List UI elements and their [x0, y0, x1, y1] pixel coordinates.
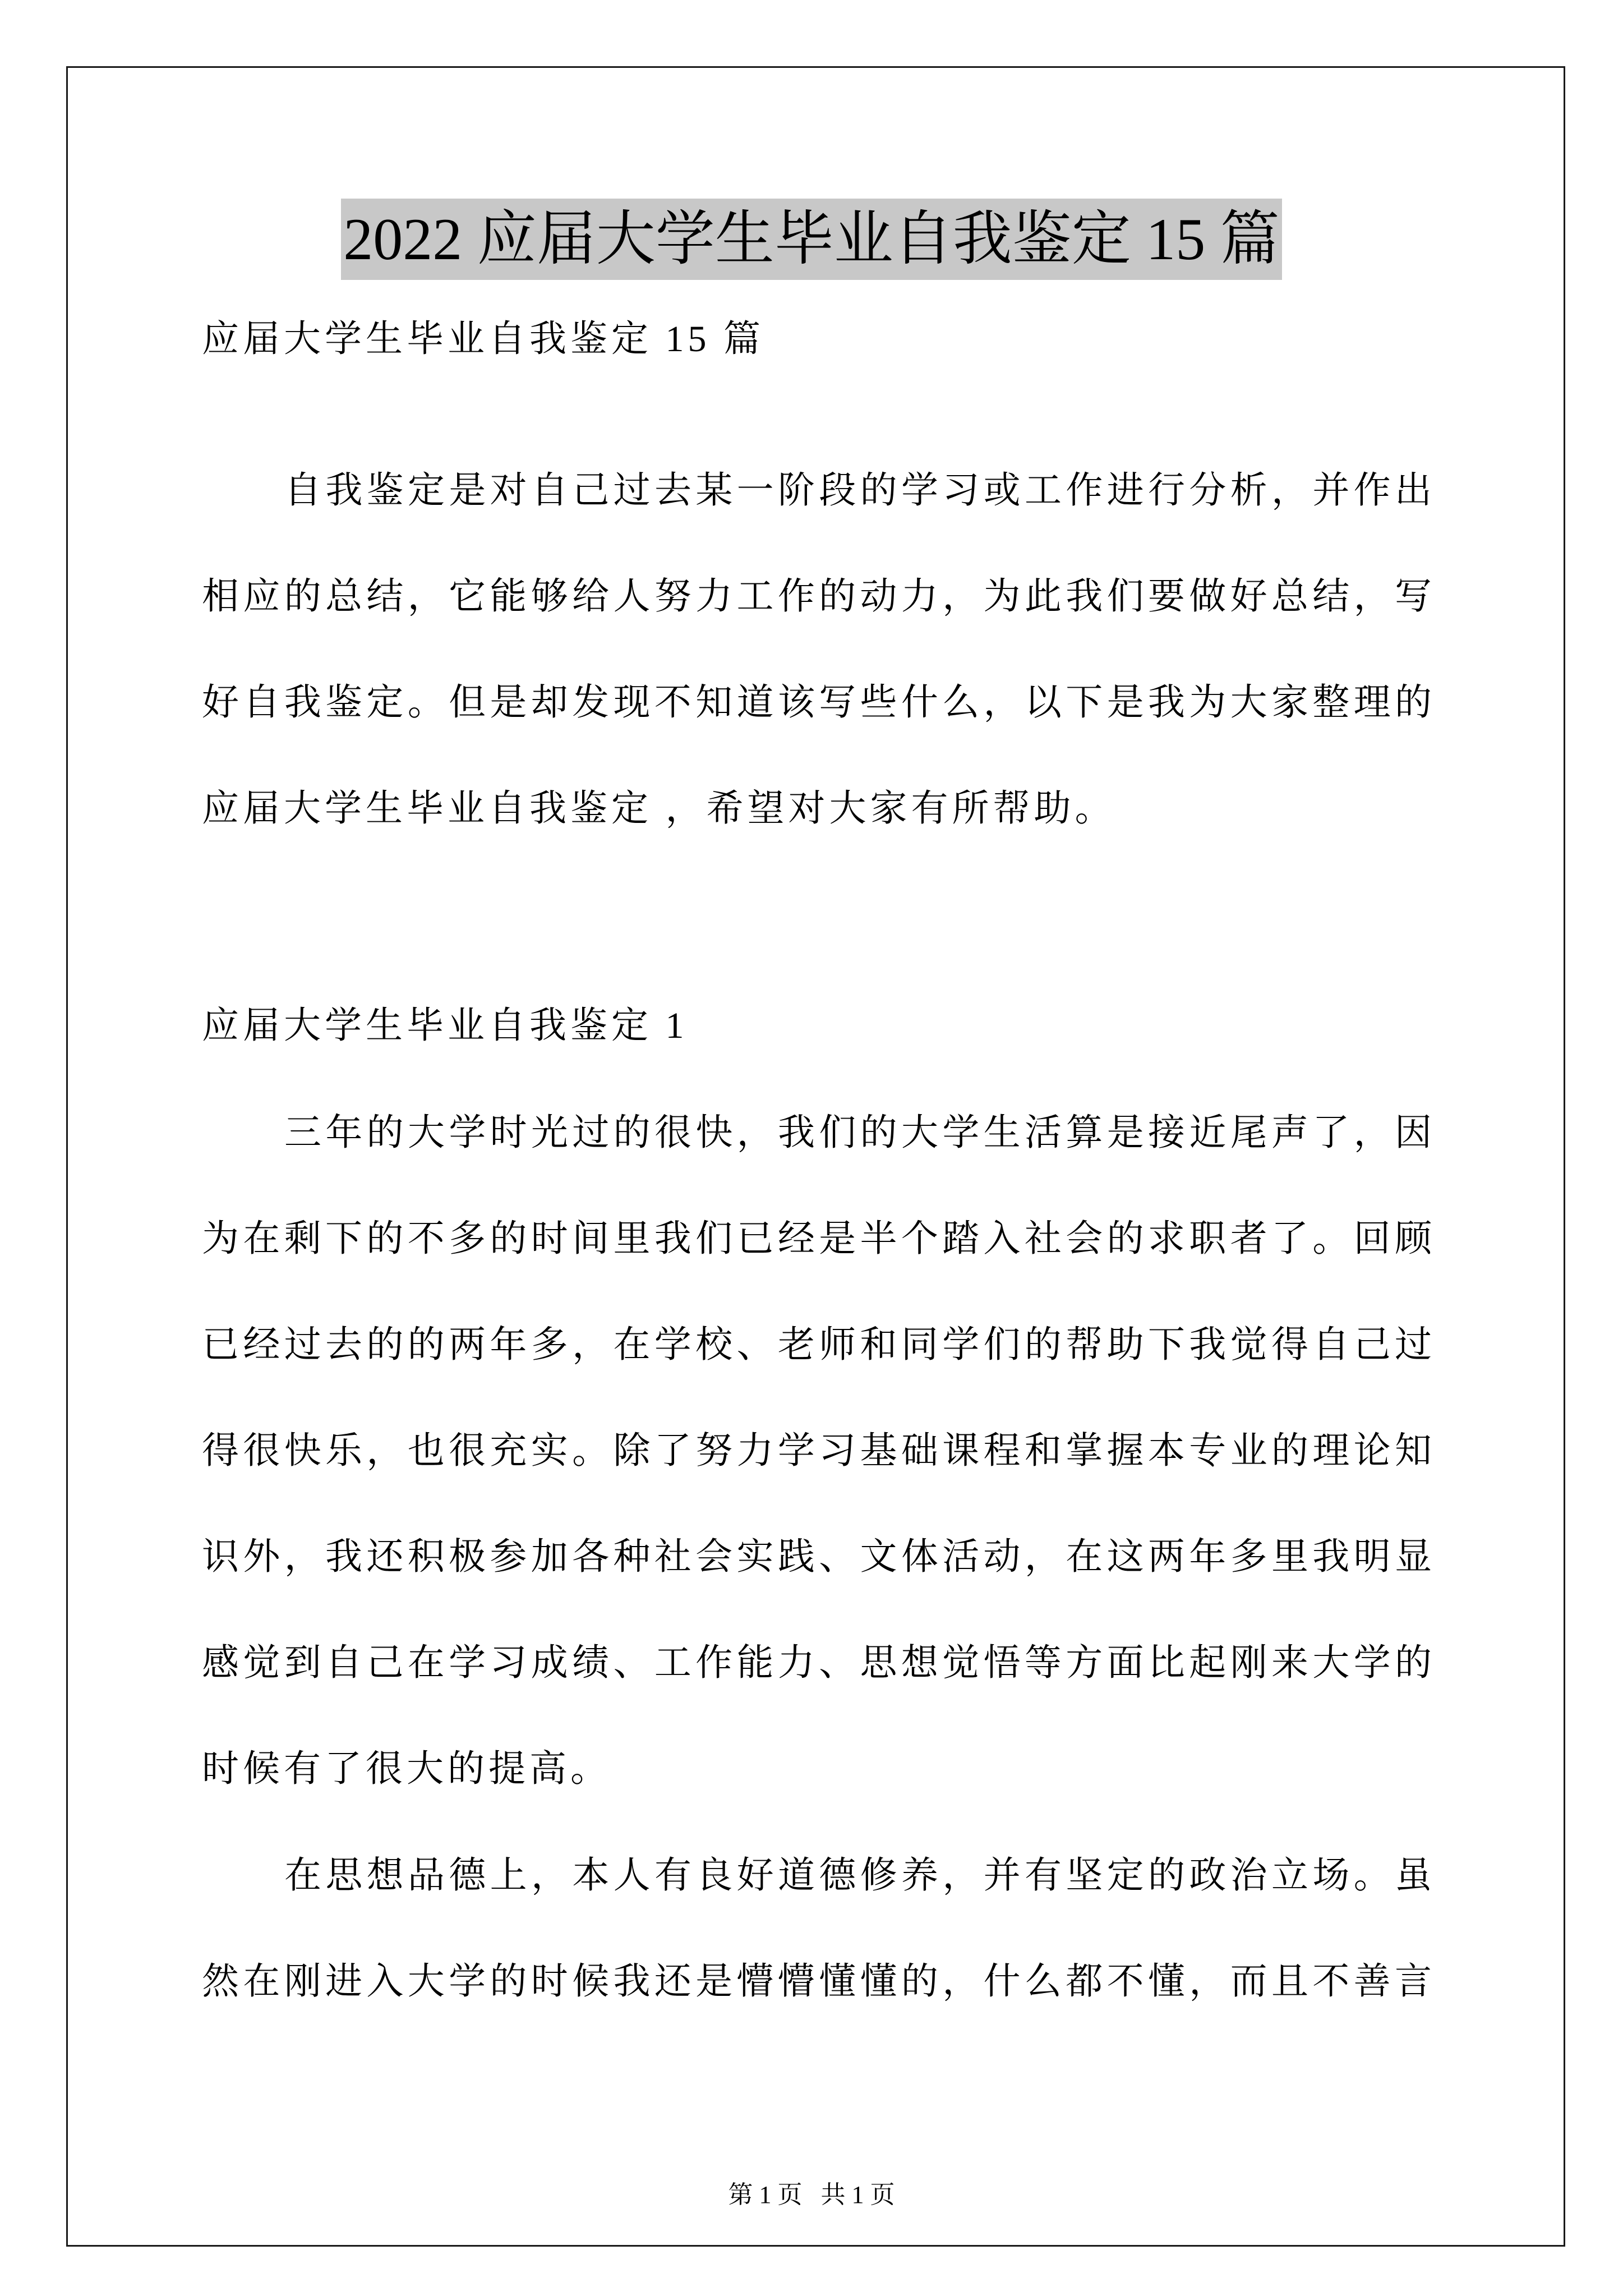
paragraph-line: 得很快乐，也很充实。除了努力学习基础课程和掌握本专业的理论知 — [202, 1430, 1432, 1471]
document-title: 2022 应届大学生毕业自我鉴定 15 篇 — [341, 199, 1282, 280]
title-container — [0, 199, 1623, 280]
paragraph-line: 相应的总结，它能够给人努力工作的动力，为此我们要做好总结，写 — [202, 576, 1432, 617]
page-footer: 第 1 页 共 1 页 — [728, 2181, 895, 2208]
paragraph-line: 好自我鉴定。但是却发现不知道该写些什么，以下是我为大家整理的 — [202, 682, 1432, 723]
paragraph-line: 自我鉴定是对自己过去某一阶段的学习或工作进行分析，并作出 — [284, 470, 1432, 511]
subtitle-block — [202, 286, 1432, 392]
paragraph-line: 三年的大学时光过的很快，我们的大学生活算是接近尾声了，因 — [284, 1112, 1432, 1153]
section-paragraph-1 — [202, 1080, 1432, 1822]
document-subtitle: 应届大学生毕业自我鉴定 15 篇 — [202, 319, 764, 360]
paragraph-line: 然在刚进入大学的时候我还是懵懵懂懂的，什么都不懂，而且不善言 — [202, 1961, 1432, 2002]
section-heading-block — [202, 973, 1432, 1079]
section-heading: 应届大学生毕业自我鉴定 1 — [202, 1005, 688, 1046]
paragraph-line: 已经过去的的两年多，在学校、老师和同学们的帮助下我觉得自己过 — [202, 1324, 1432, 1365]
paragraph-line: 感觉到自己在学习成绩、工作能力、思想觉悟等方面比起刚来大学的 — [202, 1642, 1432, 1683]
paragraph-line: 在思想品德上，本人有良好道德修养，并有坚定的政治立场。虽 — [284, 1855, 1432, 1896]
section-paragraph-2 — [202, 1823, 1432, 2035]
paragraph-line: 为在剩下的不多的时间里我们已经是半个踏入社会的求职者了。回顾 — [202, 1218, 1432, 1259]
paragraph-line: 识外，我还积极参加各种社会实践、文体活动，在这两年多里我明显 — [202, 1536, 1432, 1577]
paragraph-line: 应届大学生毕业自我鉴定 ，希望对大家有所帮助。 — [202, 788, 1116, 829]
intro-paragraph — [202, 438, 1432, 862]
paragraph-line: 时候有了很大的提高。 — [202, 1749, 611, 1789]
